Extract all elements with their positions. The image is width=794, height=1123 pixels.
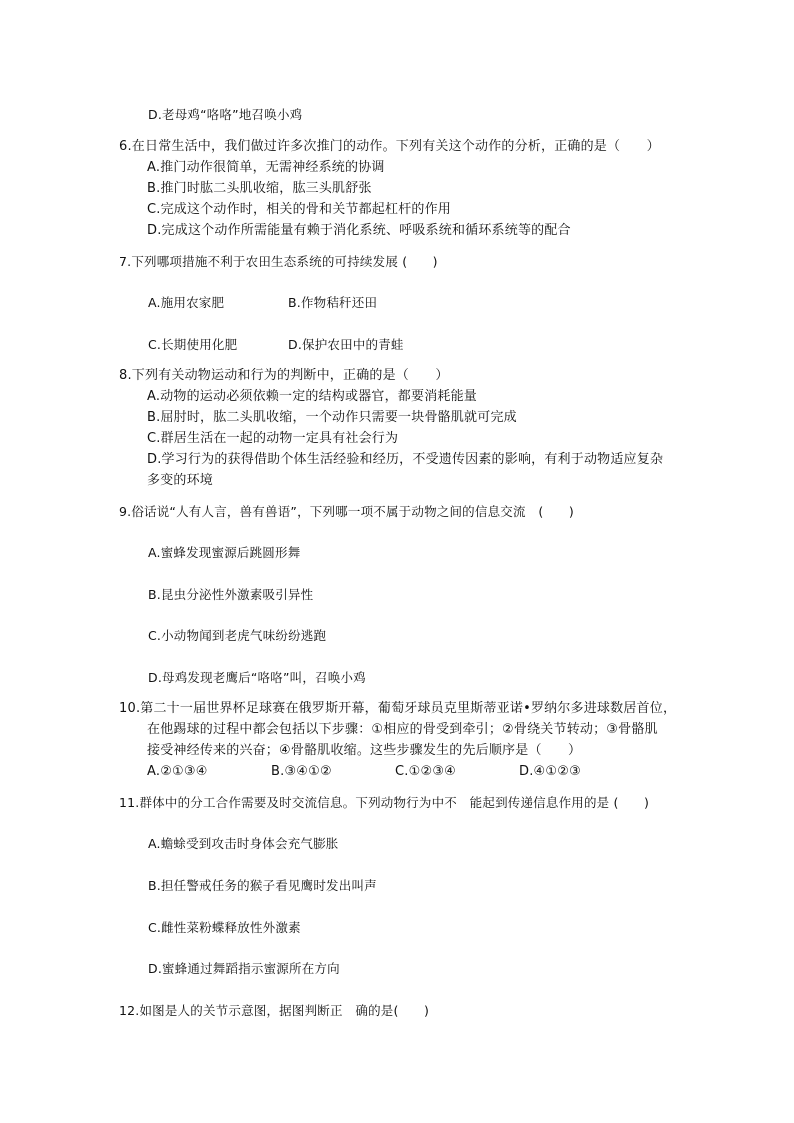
q8-option-b: B.屈肘时，肱二头肌收缩，一个动作只需要一块骨骼肌就可完成 — [147, 410, 517, 425]
q10-stem-line-3: 接受神经传来的兴奋；④骨骼肌收缩。这些步骤发生的先后顺序是（ ） — [147, 743, 582, 758]
q6-option-d: D.完成这个动作所需能量有赖于消化系统、呼吸系统和循环系统等的配合 — [147, 223, 571, 238]
q6-option-a: A.推门动作很简单，无需神经系统的协调 — [147, 160, 385, 175]
q10-option-d: D.④①②③ — [519, 764, 581, 779]
q7-stem: 7.下列哪项措施不利于农田生态系统的可持续发展 ( ) — [119, 254, 438, 269]
q7-option-a: A.施用农家肥 — [148, 295, 225, 310]
q11-option-b: B.担任警戒任务的猴子看见鹰时发出叫声 — [148, 878, 377, 893]
q10-stem-line-2: 在他踢球的过程中都会包括以下步骤：①相应的骨受到牵引；②骨绕关节转动；③骨骼肌 — [147, 722, 658, 737]
q9-option-c: C.小动物闻到老虎气味纷纷逃跑 — [148, 628, 327, 643]
q7-options-row-2 — [148, 337, 404, 353]
q6-option-c: C.完成这个动作时，相关的骨和关节都起杠杆的作用 — [147, 202, 452, 217]
q11-option-c: C.雌性菜粉蝶释放性外激素 — [148, 920, 301, 935]
q9-stem: 9.俗话说“人有人言，兽有兽语”，下列哪一项不属于动物之间的信息交流 ( ) — [119, 504, 574, 519]
q7-option-b: B.作物秸秆还田 — [288, 295, 378, 310]
q10-option-a: A.②①③④ — [147, 764, 208, 779]
q7-option-c: C.长期使用化肥 — [148, 337, 238, 352]
q8-option-d-line-1: D.学习行为的获得借助个体生活经验和经历，不受遗传因素的影响，有利于动物适应复杂 — [147, 452, 664, 467]
q12-stem: 12.如图是人的关节示意图，据图判断正 确的是( ) — [119, 1003, 430, 1018]
q11-stem: 11.群体中的分工合作需要及时交流信息。下列动物行为中不 能起到传递信息作用的是 ( ) — [119, 795, 650, 810]
q7-option-d: D.保护农田中的青蛙 — [288, 337, 404, 352]
q5-option-d: D.老母鸡“咯咯”地召唤小鸡 — [148, 107, 303, 122]
q9-option-b: B.昆虫分泌性外激素吸引异性 — [148, 587, 314, 602]
q8-option-c: C.群居生活在一起的动物一定具有社会行为 — [147, 431, 399, 446]
q9-option-a: A.蜜蜂发现蜜源后跳圆形舞 — [148, 545, 301, 560]
q10-option-c: C.①②③④ — [395, 764, 457, 779]
q11-option-d: D.蜜蜂通过舞蹈指示蜜源所在方向 — [148, 961, 340, 976]
q9-option-d: D.母鸡发现老鹰后“咯咯”叫，召唤小鸡 — [148, 670, 366, 685]
q7-options-row-1 — [148, 295, 377, 311]
q10-stem-line-1: 10.第二十一届世界杯足球赛在俄罗斯开幕，葡萄牙球员克里斯蒂亚诺•罗纳尔多进球数居首位， — [119, 701, 677, 716]
q6-option-b: B.推门时肱二头肌收缩，肱三头肌舒张 — [147, 181, 372, 196]
q8-option-a: A.动物的运动必须依赖一定的结构或器官，都要消耗能量 — [147, 389, 477, 404]
q11-option-a: A.蟾蜍受到攻击时身体会充气膨胀 — [148, 836, 339, 851]
q8-option-d-line-2: 多变的环境 — [147, 473, 214, 488]
q8-stem: 8.下列有关动物运动和行为的判断中，正确的是（ ） — [119, 368, 449, 383]
q10-option-b: B.③④①② — [271, 764, 332, 779]
q10-options-row — [147, 764, 581, 780]
q6-stem: 6.在日常生活中，我们做过许多次推门的动作。下列有关这个动作的分析，正确的是（ ） — [119, 139, 660, 154]
